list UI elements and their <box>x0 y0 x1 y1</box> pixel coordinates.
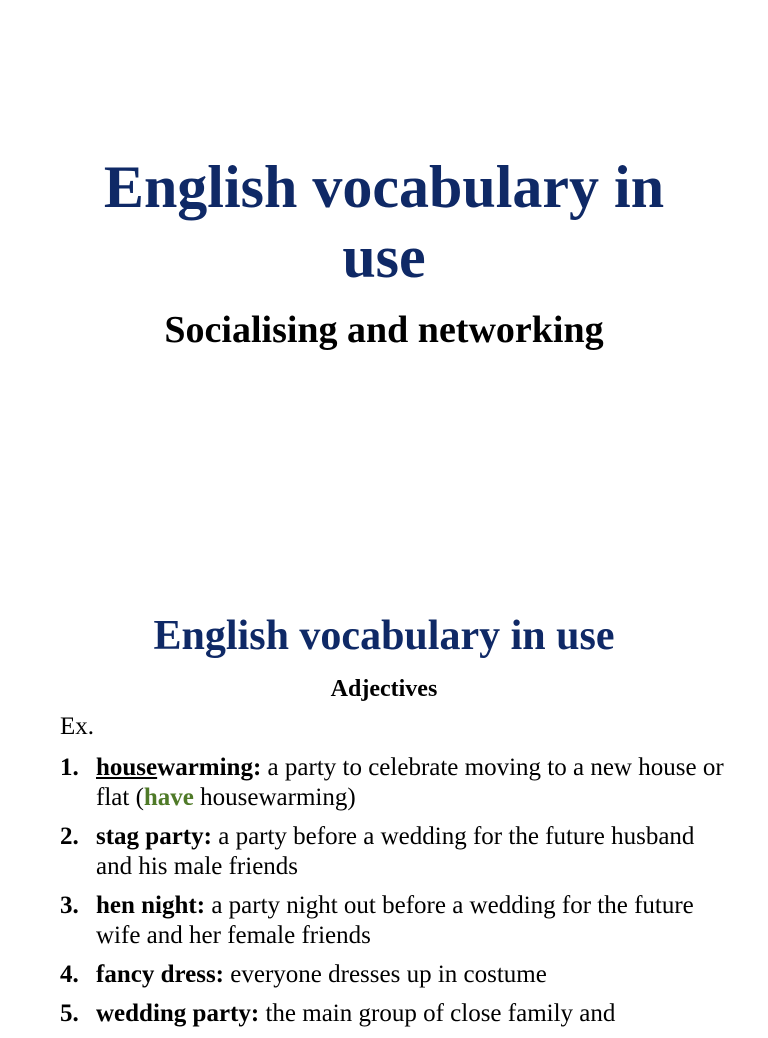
item-number: 4. <box>60 961 79 988</box>
term <box>96 754 261 781</box>
list-item <box>0 960 768 990</box>
term: fancy dress: <box>96 961 225 988</box>
item-number: 3. <box>60 892 79 919</box>
presentation-title-line-1: English vocabulary in <box>103 154 665 220</box>
term: wedding party: <box>96 1000 260 1027</box>
presentation-title-line-2: use <box>342 224 426 290</box>
term-underlined-part: house <box>96 754 158 781</box>
item-number: 2. <box>60 823 79 850</box>
list-item <box>0 822 768 882</box>
vocabulary-list <box>0 753 768 1038</box>
term: hen night: <box>96 892 206 919</box>
term-rest: warming: <box>157 754 262 781</box>
definition: the main group of close family and <box>259 1000 616 1027</box>
term: stag party: <box>96 823 212 850</box>
definition-after: housewarming) <box>193 784 356 811</box>
item-number: 5. <box>60 1000 79 1027</box>
definition: a party before a wedding for the future husband and his male friends <box>96 823 695 880</box>
vocabulary-slide <box>0 560 768 1027</box>
item-number: 1. <box>60 754 79 781</box>
slide-title: English vocabulary in use <box>153 613 615 659</box>
definition: a party night out before a wedding for the future wife and her female friends <box>96 892 694 949</box>
definition-highlight: have <box>143 784 194 811</box>
list-item <box>0 999 768 1029</box>
presentation-title <box>0 152 768 292</box>
definition-before: a party to celebrate moving to a new house or flat ( <box>96 754 724 811</box>
example-label: Ex. <box>60 713 95 740</box>
list-item <box>0 753 768 813</box>
list-item <box>0 891 768 951</box>
definition: everyone dresses up in costume <box>224 961 547 988</box>
presentation-subtitle: Socialising and networking <box>164 309 604 351</box>
section-heading: Adjectives <box>330 676 438 702</box>
